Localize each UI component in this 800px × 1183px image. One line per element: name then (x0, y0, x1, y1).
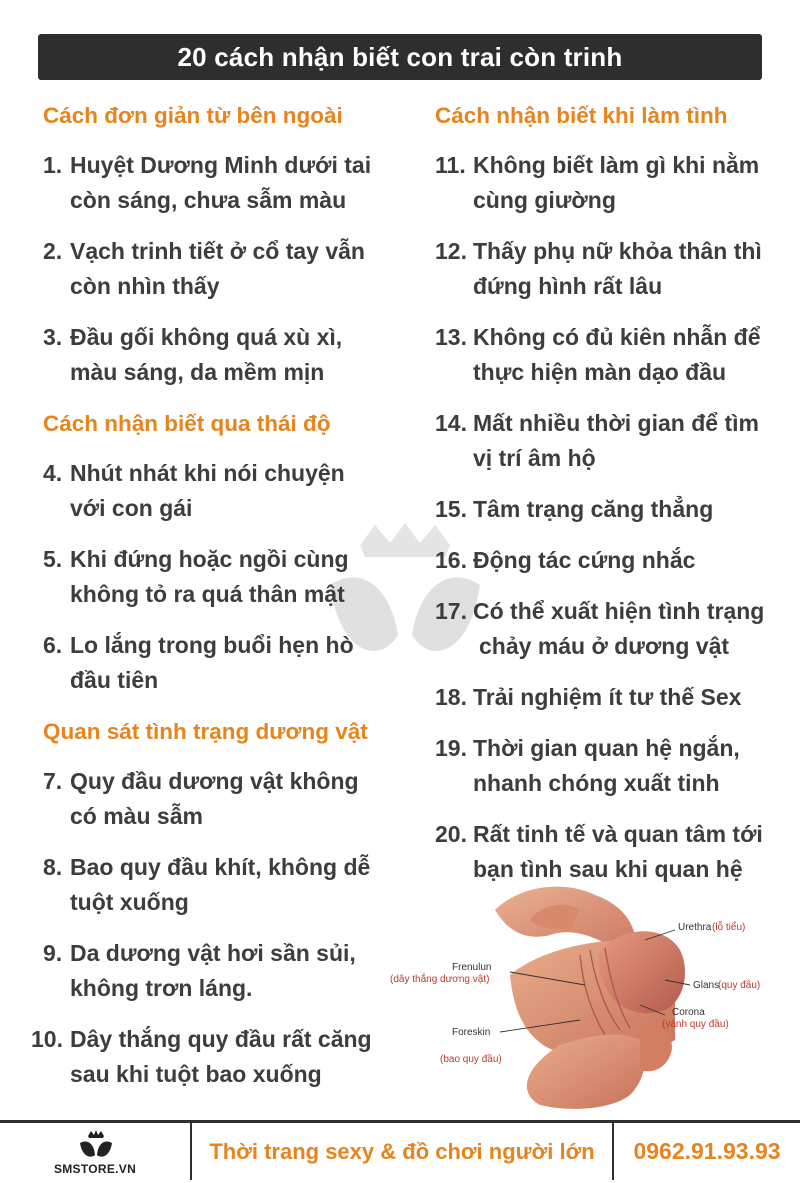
list-item: 17. Có thể xuất hiện tình trạng chảy máu ở dương vật (435, 598, 765, 659)
list-item: 6. Lo lắng trong buổi hẹn hò đầu tiên (43, 632, 354, 693)
list-item: 2. Vạch trinh tiết ở cổ tay vẫn còn nhìn thấy (43, 238, 365, 299)
footer (0, 1120, 800, 1183)
list-item: 13. Không có đủ kiên nhẫn để thực hiện màn dạo đầu (435, 324, 761, 385)
crown-wings-icon (78, 1129, 114, 1159)
list-item: 3. Đầu gối không quá xù xì, màu sáng, da mềm mịn (43, 324, 343, 385)
section-heading-observe: Quan sát tình trạng dương vật (43, 719, 368, 744)
phone-number[interactable]: 0962.91.93.93 (633, 1138, 781, 1164)
list-item: 11. Không biết làm gì khi nằm cùng giường (435, 152, 760, 213)
left-column (31, 98, 388, 1092)
list-item: 12. Thấy phụ nữ khỏa thân thì đứng hình rất lâu (435, 238, 762, 299)
footer-tagline: Thời trang sexy & đồ chơi người lớn (192, 1123, 614, 1180)
label-glans-vi: (quy đầu) (718, 980, 761, 991)
label-foreskin-vi: (bao quy đầu) (440, 1054, 502, 1065)
label-frenulum-vi: (dây thắng dương vật) (390, 974, 490, 985)
right-column (435, 98, 795, 887)
label-corona: Corona (672, 1007, 705, 1018)
anatomy-diagram (390, 880, 800, 1112)
section-heading-outside: Cách đơn giản từ bên ngoài (43, 103, 343, 128)
list-item: 1. Huyệt Dương Minh dưới tai còn sáng, chưa sẫm màu (43, 152, 372, 213)
section-heading-attitude: Cách nhận biết qua thái độ (43, 411, 331, 436)
list-item: 7. Quy đầu dương vật không có màu sẫm (43, 768, 359, 829)
store-logo[interactable] (0, 1123, 192, 1180)
label-urethra-vi: (lỗ tiểu) (712, 922, 746, 933)
list-item: 18. Trải nghiệm ít tư thế Sex (435, 684, 742, 710)
list-item: 4. Nhút nhát khi nói chuyện với con gái (43, 460, 345, 521)
list-item: 14. Mất nhiều thời gian để tìm vị trí âm hộ (435, 410, 759, 471)
list-item: 8. Bao quy đầu khít, không dễ tuột xuống (43, 854, 371, 915)
list-item: 16. Động tác cứng nhắc (435, 547, 696, 573)
label-frenulum: Frenulun (452, 962, 492, 973)
list-item: 10. Dây thắng quy đầu rất căng sau khi tuột bao xuống (31, 1026, 372, 1087)
page-title: 20 cách nhận biết con trai còn trinh (38, 34, 762, 80)
label-foreskin: Foreskin (452, 1027, 491, 1038)
list-item: 15. Tâm trạng căng thẳng (435, 496, 714, 522)
list-item: 19. Thời gian quan hệ ngắn, nhanh chóng xuất tinh (435, 735, 740, 796)
label-urethra: Urethra (678, 922, 712, 933)
list-item: 5. Khi đứng hoặc ngồi cùng không tỏ ra quá thân mật (43, 546, 349, 607)
list-item: 20. Rất tinh tế và quan tâm tới bạn tình sau khi quan hệ (435, 821, 763, 882)
list-item: 9. Da dương vật hơi sần sủi, không trơn láng. (43, 940, 356, 1001)
label-corona-vi: (vành quy đầu) (662, 1019, 729, 1030)
section-heading-sex: Cách nhận biết khi làm tình (435, 103, 728, 128)
logo-text: SMSTORE.VN (53, 1162, 137, 1176)
label-glans: Glans (693, 980, 720, 991)
